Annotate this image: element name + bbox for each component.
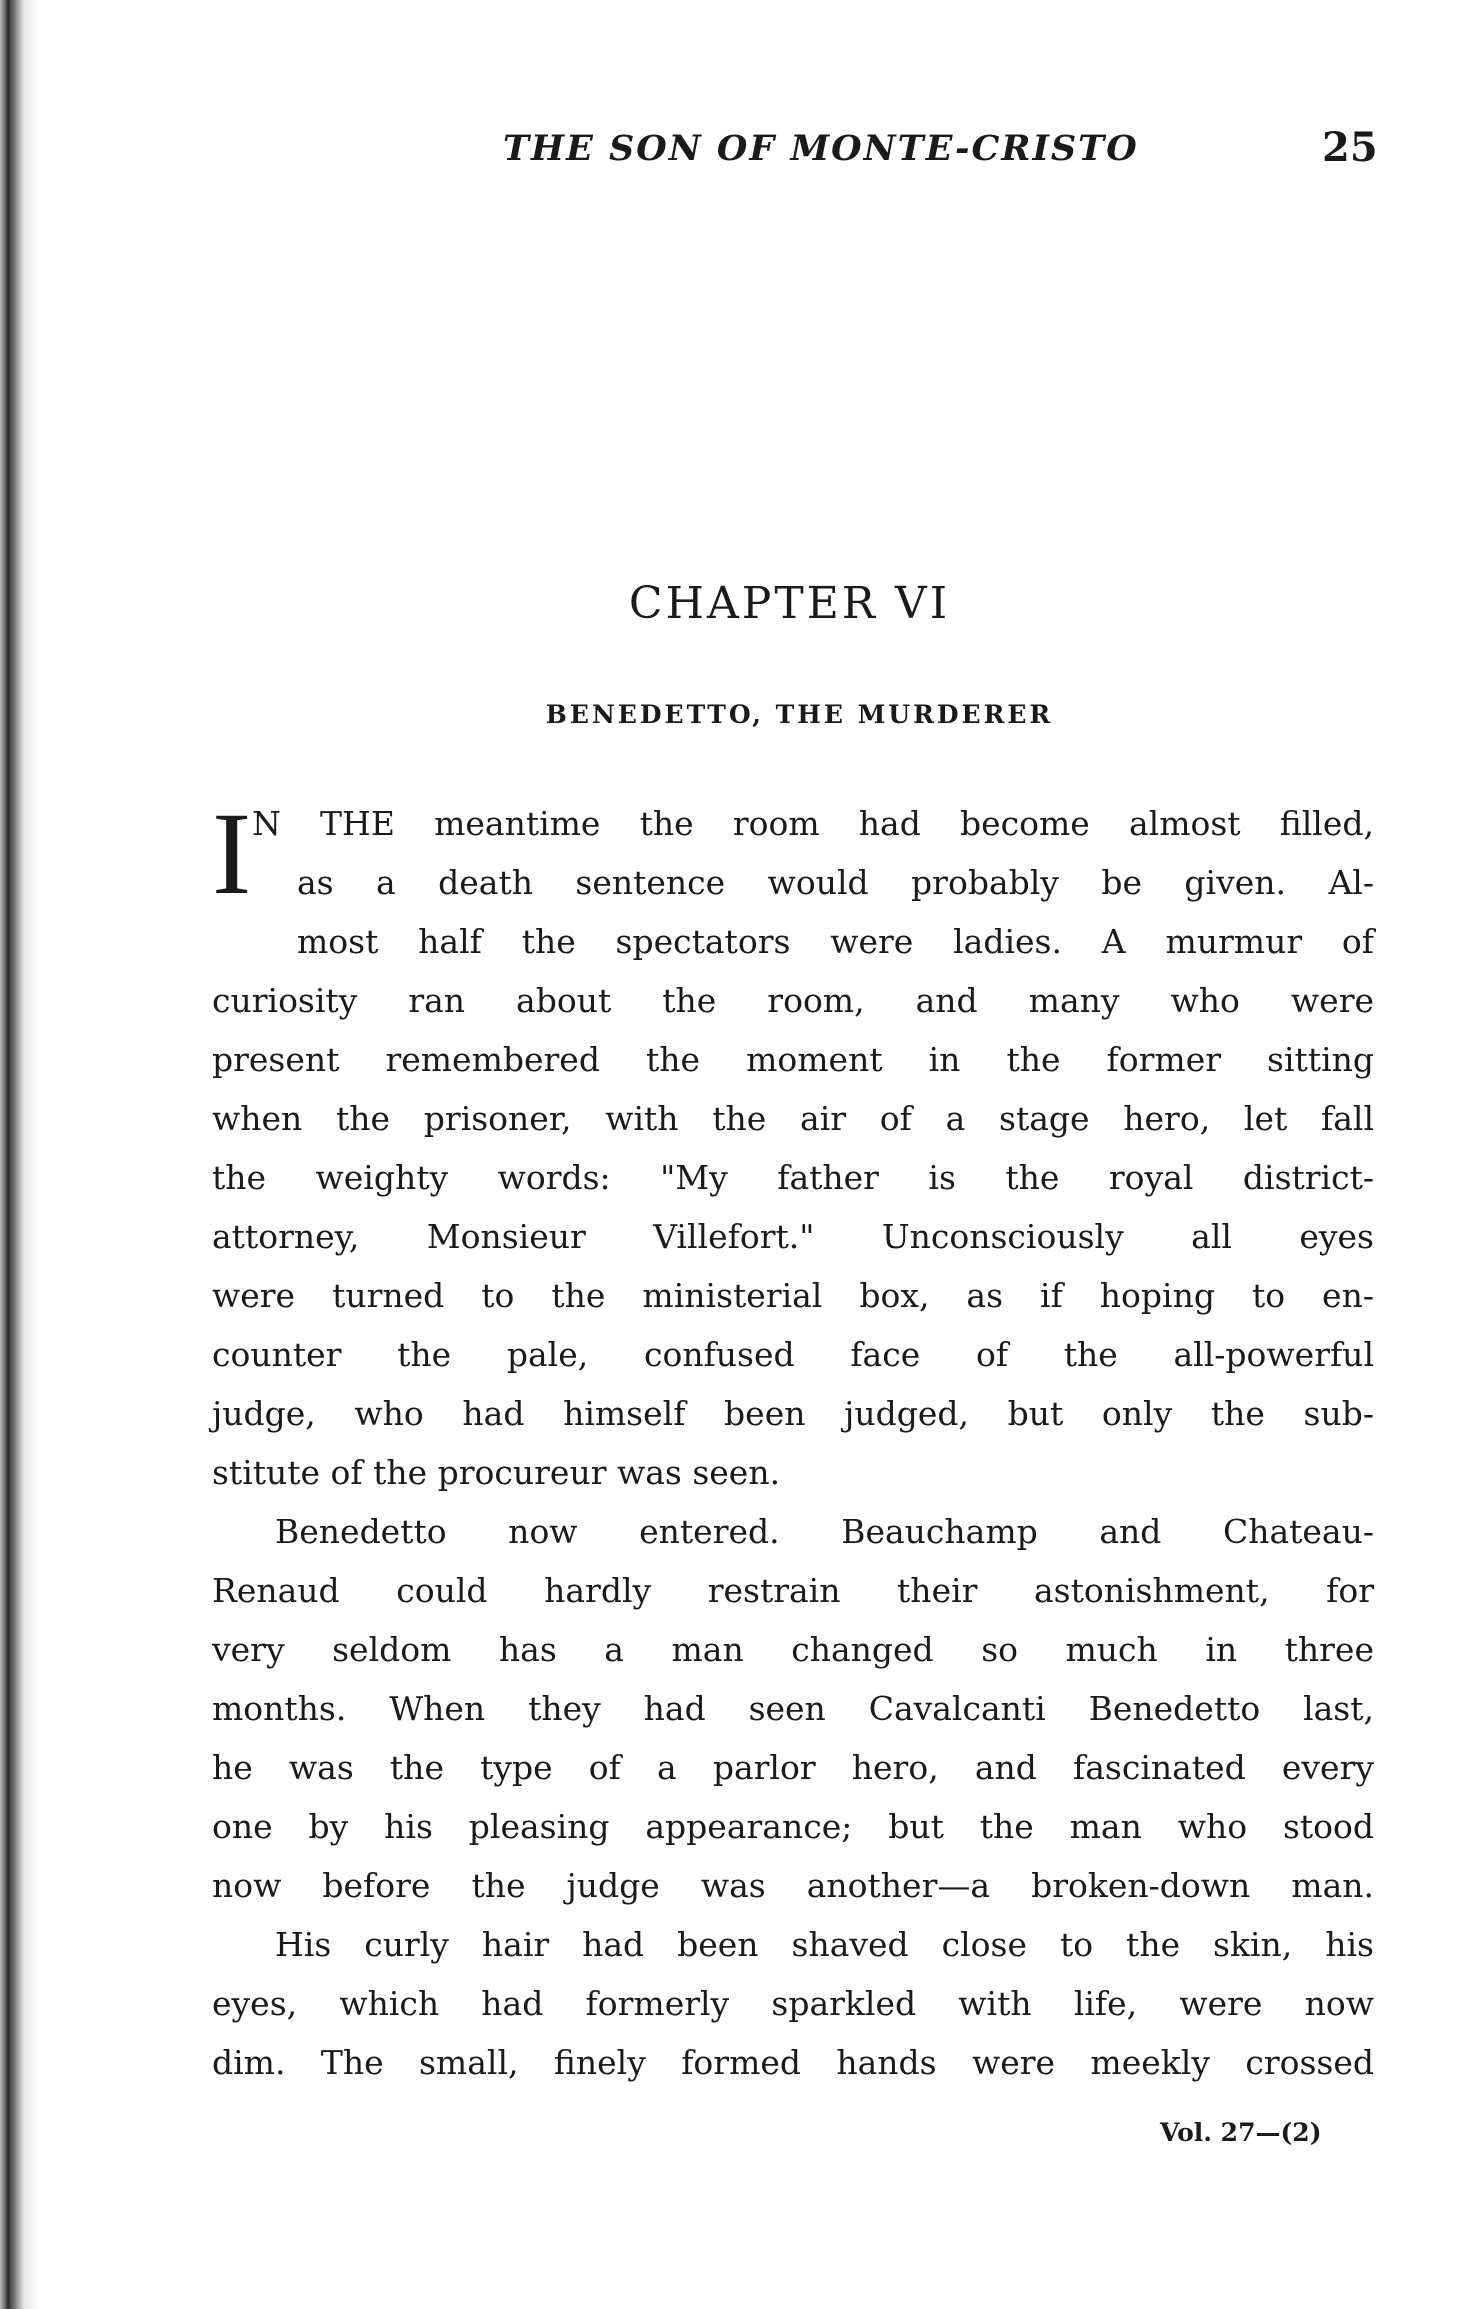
text-line: Benedetto now entered. Beauchamp and Chateau- — [275, 1512, 1374, 1551]
text-line: very seldom has a man changed so much in three — [212, 1630, 1374, 1669]
text-line: months. When they had seen Cavalcanti Benedetto last, — [212, 1689, 1374, 1728]
text-line: eyes, which had formerly sparkled with life, were now — [212, 1984, 1374, 2023]
page-number: 25 — [1322, 124, 1378, 171]
text-line: were turned to the ministerial box, as if hoping to en- — [212, 1276, 1374, 1315]
text-line: attorney, Monsieur Villefort." Unconsciously all eyes — [212, 1217, 1374, 1256]
text-line: one by his pleasing appearance; but the man who stood — [212, 1807, 1374, 1846]
text-line: curiosity ran about the room, and many who were — [212, 981, 1374, 1020]
text-line: present remembered the moment in the former sitting — [212, 1040, 1374, 1079]
text-line: most half the spectators were ladies. A murmur of — [297, 922, 1374, 961]
signature-mark: Vol. 27—(2) — [1160, 2118, 1322, 2147]
text-line: he was the type of a parlor hero, and fascinated every — [212, 1748, 1374, 1787]
text-line: His curly hair had been shaved close to the skin, his — [275, 1925, 1374, 1964]
text-line: stitute of the procureur was seen. — [212, 1453, 781, 1492]
text-line: counter the pale, confused face of the all-powerful — [212, 1335, 1374, 1374]
chapter-subtitle: BENEDETTO, THE MURDERER — [545, 700, 1054, 729]
text-line: now before the judge was another—a broken-down man. — [212, 1866, 1374, 1905]
running-title: THE SON OF MONTE-CRISTO — [503, 128, 1139, 169]
text-line: dim. The small, finely formed hands were meekly crossed — [212, 2043, 1374, 2082]
text-line: Renaud could hardly restrain their astonishment, for — [212, 1571, 1374, 1610]
text-line: as a death sentence would probably be given. Al- — [297, 863, 1374, 902]
text-line: the weighty words: "My father is the royal district- — [212, 1158, 1374, 1197]
text-line: N THE meantime the room had become almost filled, — [252, 804, 1374, 843]
text-line: judge, who had himself been judged, but only the sub- — [212, 1394, 1374, 1433]
chapter-heading: CHAPTER VI — [628, 578, 951, 629]
text-line: when the prisoner, with the air of a stage hero, let fall — [212, 1099, 1374, 1138]
drop-cap: I — [212, 788, 252, 919]
